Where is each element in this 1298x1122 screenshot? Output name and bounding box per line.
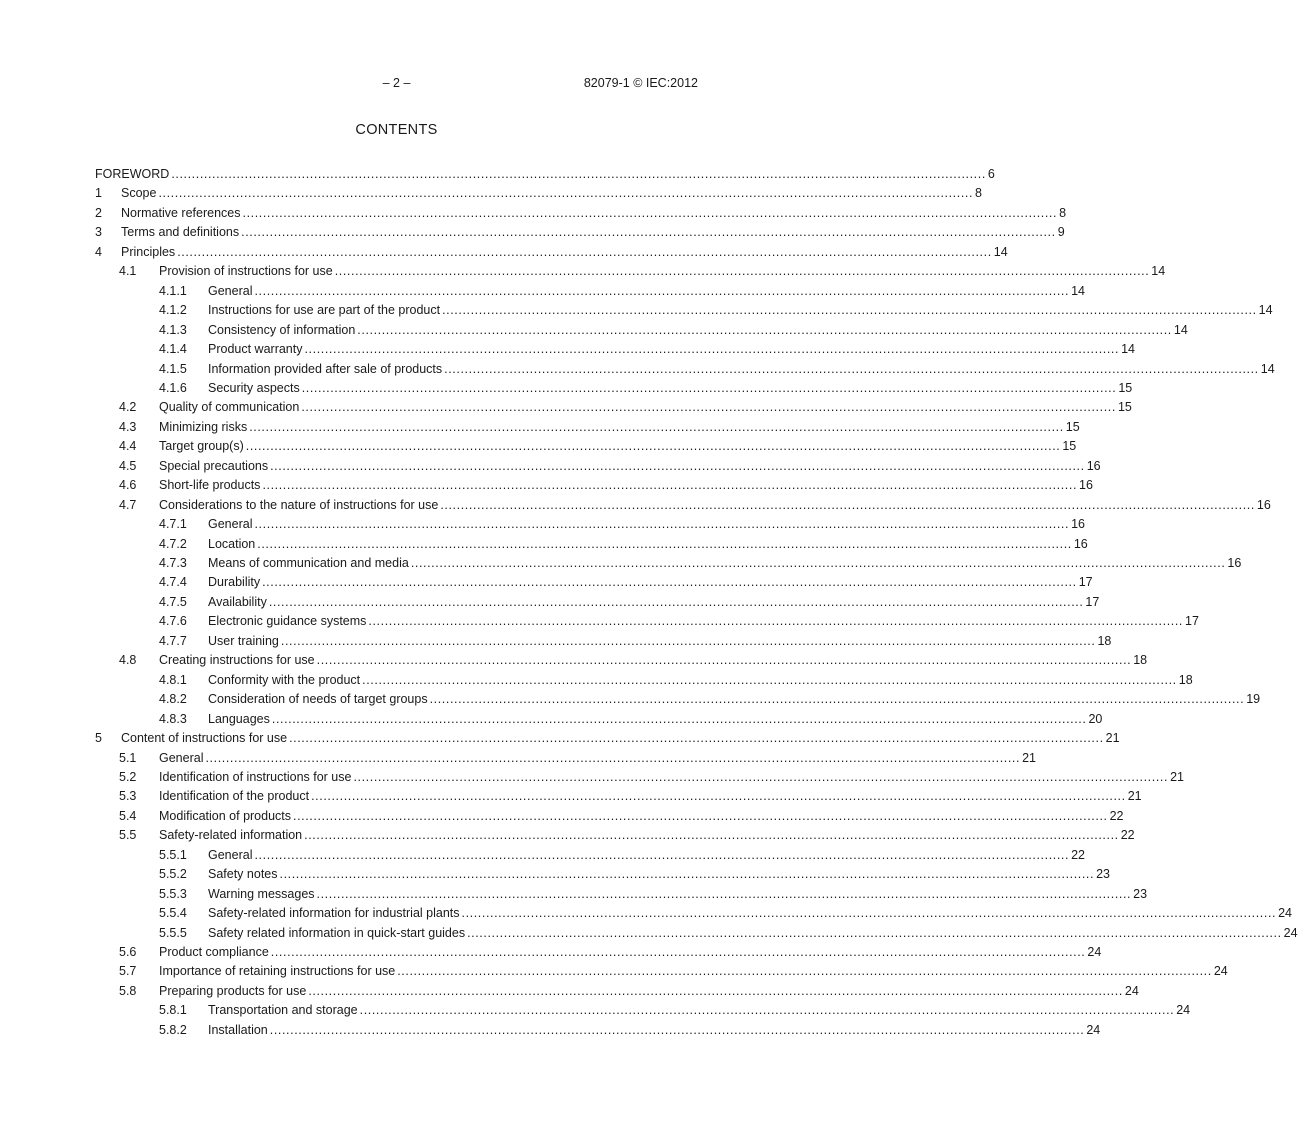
toc-entry-label-group [121,243,1008,262]
toc-entry-label-group [159,768,1184,787]
toc-entry-label: Consistency of information [208,322,356,337]
toc-entry[interactable] [0,865,1110,884]
toc-entry-label-group [159,826,1135,845]
toc-entry-number: 4.8 [119,653,137,668]
toc-entry-label-group [159,476,1093,495]
toc-entry-page: 16 [1079,478,1093,493]
toc-entry-label: Warning messages [208,886,315,901]
toc-entry[interactable] [0,554,1242,573]
toc-entry-label: Preparing products for use [159,983,307,998]
toc-entry-page: 23 [1096,867,1110,882]
toc-entry[interactable] [0,360,1275,379]
toc-entry-label-group [159,651,1148,670]
toc-entry-number: 5.7 [119,964,137,979]
toc-entry-number: 5.5.4 [159,906,187,921]
toc-entry-label-group [159,749,1036,768]
toc-entry[interactable] [0,826,1135,845]
toc-entry-number: 4 [95,244,102,259]
toc-entry[interactable] [0,749,1036,768]
toc-entry-number: 4.1.4 [159,342,187,357]
toc-entry-page: 16 [1086,458,1101,473]
dot-leader: ........................................................................................................................................................................................................ [254,283,1070,298]
toc-entry-page: 15 [1062,439,1077,454]
toc-entry[interactable] [0,243,1008,262]
toc-entry-page: 16 [1071,517,1085,532]
dot-leader: ........................................................................................................................................................................................................ [158,186,974,201]
toc-entry[interactable] [0,885,1148,904]
dot-leader: ........................................................................................................................................................................................................ [254,847,1070,862]
dot-leader: ........................................................................................................................................................................................................ [359,1003,1175,1018]
dot-leader: ........................................................................................................................................................................................................ [245,439,1061,454]
dot-leader: ........................................................................................................................................................................................................ [316,886,1132,901]
toc-entry-page: 14 [993,244,1008,259]
toc-entry[interactable] [0,515,1085,534]
toc-entry-label-group [208,904,1293,923]
document-id: 82079-1 © IEC:2012 [583,76,698,90]
toc-entry-page: 18 [1097,633,1112,648]
toc-entry-label: Safety-related information for industrial plants [208,906,460,921]
toc-entry-number: 5.5.3 [159,886,187,901]
toc-entry-label-group [208,360,1275,379]
toc-entry-page: 22 [1109,808,1124,823]
dot-leader: ........................................................................................................................................................................................................ [177,244,992,259]
toc-entry-label-group [208,340,1135,359]
toc-entry[interactable] [0,223,1065,242]
toc-entry-label-group [208,632,1112,651]
toc-entry-label: Languages [208,711,270,726]
dot-leader: ........................................................................................................................................................................................................ [171,167,986,181]
toc-entry-page: 14 [1258,303,1273,318]
toc-entry-page: 15 [1117,400,1132,415]
toc-entry-number: 3 [95,225,102,240]
toc-entry-label-group [159,418,1080,437]
toc-entry-number: 5.2 [119,769,137,784]
toc-entry-number: 4.2 [119,400,137,415]
toc-entry-label: Security aspects [208,380,300,395]
toc-entry-label: Importance of retaining instructions for use [159,964,396,979]
dot-leader: ........................................................................................................................................................................................................ [270,945,1086,959]
toc-entry-label: Conformity with the product [208,672,361,687]
toc-entry-label-group [121,223,1065,242]
toc-entry-page: 15 [1118,380,1133,395]
dot-leader: ........................................................................................................................................................................................................ [254,517,1070,532]
toc-entry[interactable] [0,924,1298,943]
dot-leader: ........................................................................................................................................................................................................ [442,303,1257,318]
toc-entry-label: Normative references [121,205,241,220]
dot-leader: ........................................................................................................................................................................................................ [304,342,1120,357]
toc-entry-number: 4.3 [119,419,137,434]
toc-entry-number: 4.7 [119,497,137,512]
toc-entry-label-group [208,690,1261,709]
toc-entry-number: 5.8.2 [159,1022,187,1037]
dot-leader: ........................................................................................................................................................................................................ [357,322,1172,337]
dot-leader: ........................................................................................................................................................................................................ [368,614,1183,629]
dot-leader: ........................................................................................................................................................................................................ [311,789,1126,804]
toc-entry-number: 4.5 [119,458,137,473]
toc-entry-label: User training [208,633,279,648]
toc-entry-page: 24 [1278,906,1293,921]
toc-entry-label: Instructions for use are part of the product [208,303,441,318]
toc-entry-label-group [159,262,1166,281]
dot-leader: ........................................................................................................................................................................................................ [293,808,1108,823]
toc-entry[interactable] [0,301,1273,320]
dot-leader: ........................................................................................................................................................................................................ [410,556,1226,570]
toc-entry-label-group [208,593,1100,612]
toc-entry-page: 22 [1120,828,1135,843]
toc-entry-number: 4.1 [119,264,137,279]
toc-entry[interactable] [0,457,1101,476]
dot-leader: ........................................................................................................................................................................................................ [334,264,1150,279]
toc-entry[interactable] [0,1021,1101,1040]
toc-entry-label-group [159,457,1101,476]
toc-entry-number: 4.7.1 [159,517,187,532]
toc-entry-label: Safety notes [208,867,278,882]
toc-entry-page: 24 [1213,964,1228,979]
toc-entry-number: 4.4 [119,439,137,454]
toc-entry-number: 5.8 [119,983,137,998]
toc-entry-label-group [159,437,1077,456]
toc-entry-number: 4.6 [119,478,137,493]
toc-entry-number: 4.1.2 [159,303,187,318]
toc-entry-page: 24 [1176,1003,1191,1018]
toc-entry[interactable] [0,184,982,203]
toc-entry[interactable] [0,807,1124,826]
dot-leader: ........................................................................................................................................................................................................ [301,380,1117,395]
toc-entry-page: 9 [1057,225,1065,240]
toc-entry-label: Location [208,536,256,551]
toc-entry-number: 4.8.2 [159,692,187,707]
toc-entry-number: 5.5.1 [159,847,187,862]
dot-leader: ........................................................................................................................................................................................................ [270,458,1085,473]
toc-entry-number: 5.5 [119,828,137,843]
toc-entry-label: Identification of instructions for use [159,769,352,784]
toc-entry-page: 6 [987,167,995,181]
toc-entry[interactable] [0,573,1093,592]
toc-entry-number: 2 [95,205,102,220]
page-title: CONTENTS [355,122,438,138]
toc-entry-number: 4.7.3 [159,556,187,570]
dot-leader: ........................................................................................................................................................................................................ [308,983,1123,998]
toc-entry-label-group [208,379,1133,398]
toc-entry-page: 22 [1071,847,1085,862]
toc-entry-page: 17 [1085,594,1100,609]
toc-entry-label: Modification of products [159,808,292,823]
toc-entry-page: 18 [1133,653,1148,668]
toc-entry[interactable] [0,612,1199,631]
dot-leader: ........................................................................................................................................................................................................ [301,400,1116,415]
dot-leader: ........................................................................................................................................................................................................ [242,205,1058,220]
toc-entry[interactable] [0,476,1093,495]
toc-entry-label: Identification of the product [159,789,310,804]
dot-leader: ........................................................................................................................................................................................................ [397,964,1212,979]
toc-entry-number: 5.1 [119,750,137,765]
toc-entry-label: Safety-related information [159,828,303,843]
toc-entry[interactable] [0,165,995,184]
toc-entry[interactable] [0,418,1080,437]
toc-entry-number: 5.4 [119,808,137,823]
toc-entry-number: 4.7.4 [159,575,187,590]
toc-entry-label: Durability [208,575,261,590]
dot-leader: ........................................................................................................................................................................................................ [362,672,1177,687]
toc-entry-label: Electronic guidance systems [208,614,367,629]
toc-entry-page: 14 [1121,342,1135,357]
toc-entry[interactable] [0,437,1077,456]
dot-leader: ........................................................................................................................................................................................................ [241,225,1056,240]
toc-entry[interactable] [0,321,1188,340]
toc-entry-label: Quality of communication [159,400,300,415]
toc-entry-number: 4.1.6 [159,380,187,395]
toc-entry-label-group [208,612,1199,631]
toc-entry-label-group [208,846,1085,865]
toc-entry-number: 5.8.1 [159,1003,187,1018]
dot-leader: ........................................................................................................................................................................................................ [262,478,1078,493]
toc-entry[interactable] [0,651,1148,670]
page-number: – 2 – [382,76,411,90]
toc-entry-label-group [208,885,1148,904]
toc-entry-label-group [208,535,1088,554]
toc-entry-label: General [208,283,253,298]
dot-leader: ........................................................................................................................................................................................................ [289,731,1104,746]
toc-entry-page: 24 [1283,925,1298,940]
toc-entry[interactable] [0,496,1271,515]
toc-entry-number: 4.8.3 [159,711,187,726]
toc-entry-page: 17 [1185,614,1199,629]
dot-leader: ........................................................................................................................................................................................................ [269,1022,1085,1037]
toc-entry[interactable] [0,904,1293,923]
toc-entry-label-group [159,962,1228,981]
toc-entry-label-group [159,807,1124,826]
toc-entry-number: 5.5.5 [159,925,187,940]
toc-entry-label: Product warranty [208,342,303,357]
toc-entry-label-group [121,729,1120,748]
dot-leader: ........................................................................................................................................................................................................ [262,575,1077,590]
toc-entry-label: Terms and definitions [121,225,240,240]
toc-entry-label: Provision of instructions for use [159,264,333,279]
toc-entry-number: 4.7.6 [159,614,187,629]
toc-entry-number: 4.7.5 [159,594,187,609]
toc-entry-page: 23 [1133,886,1148,901]
toc-entry-number: 4.1.1 [159,283,187,298]
toc-entry[interactable] [0,379,1133,398]
toc-entry[interactable] [0,535,1088,554]
dot-leader: ........................................................................................................................................................................................................ [316,653,1132,668]
toc-entry-label-group [208,554,1242,573]
toc-entry-page: 19 [1246,692,1261,707]
toc-entry-label-group [208,924,1298,943]
toc-entry-page: 21 [1170,769,1184,784]
toc-entry-label: General [159,750,204,765]
toc-entry-page: 21 [1127,789,1142,804]
dot-leader: ........................................................................................................................................................................................................ [353,769,1169,784]
toc-entry[interactable] [0,943,1102,962]
toc-entry-label-group [208,671,1193,690]
dot-leader: ........................................................................................................................................................................................................ [257,536,1072,551]
dot-leader: ........................................................................................................................................................................................................ [271,711,1087,726]
toc-entry-label: Information provided after sale of products [208,361,443,376]
toc-entry-page: 8 [975,186,982,201]
toc-entry-number: 4.1.3 [159,322,187,337]
toc-entry-label-group [159,398,1132,417]
toc-entry-page: 16 [1256,497,1271,512]
toc-entry-page: 16 [1073,536,1088,551]
dot-leader: ........................................................................................................................................................................................................ [440,497,1255,512]
dot-leader: ........................................................................................................................................................................................................ [467,925,1282,940]
toc-entry-page: 8 [1059,205,1067,220]
toc-entry[interactable] [0,593,1100,612]
toc-entry[interactable] [0,204,1067,223]
toc-entry-label: General [208,847,253,862]
toc-entry-page: 24 [1087,945,1102,959]
toc-entry[interactable] [0,398,1132,417]
toc-entry-number: 5.5.2 [159,867,187,882]
toc-entry-label-group [208,710,1103,729]
toc-entry[interactable] [0,710,1103,729]
toc-entry-label: General [208,517,253,532]
toc-entry-page: 20 [1088,711,1103,726]
toc-entry-page: 15 [1065,419,1080,434]
dot-leader: ........................................................................................................................................................................................................ [429,692,1245,707]
toc-entry-page: 17 [1078,575,1093,590]
toc-entry[interactable] [0,729,1120,748]
toc-entry-page: 14 [1151,264,1166,279]
dot-leader: ........................................................................................................................................................................................................ [304,828,1119,843]
toc-entry-label: Availability [208,594,267,609]
dot-leader: ........................................................................................................................................................................................................ [268,594,1084,609]
toc-entry-label: Creating instructions for use [159,653,315,668]
toc-entry-label: Considerations to the nature of instructions for use [159,497,439,512]
toc-entry-label: Product compliance [159,945,269,959]
toc-entry-label-group [208,1021,1101,1040]
toc-entry-label-group [208,321,1188,340]
toc-entry-label: Safety related information in quick-start guides [208,925,466,940]
toc-entry[interactable] [0,787,1142,806]
dot-leader: ........................................................................................................................................................................................................ [279,867,1095,882]
toc-entry-label-group [208,865,1110,884]
toc-entry[interactable] [0,768,1184,787]
toc-entry[interactable] [0,982,1139,1001]
toc-entry-label: Principles [121,244,176,259]
toc-entry-label-group [208,282,1085,301]
toc-entry[interactable] [0,846,1085,865]
toc-entry-page: 24 [1086,1022,1101,1037]
toc-entry[interactable] [0,262,1166,281]
toc-entry-number: 4.7.2 [159,536,187,551]
toc-entry-label: Short-life products [159,478,261,493]
toc-entry[interactable] [0,340,1135,359]
dot-leader: ........................................................................................................................................................................................................ [280,633,1096,648]
toc-entry-page: 14 [1173,322,1188,337]
toc-entry-label-group [121,204,1067,223]
toc-entry-label-group [208,573,1093,592]
toc-entry[interactable] [0,282,1085,301]
toc-entry-page: 18 [1178,672,1193,687]
toc-entry-label: Means of communication and media [208,556,409,570]
dot-leader: ........................................................................................................................................................................................................ [461,906,1277,921]
toc-entry-number: 4.8.1 [159,672,187,687]
toc-entry-label: Scope [121,186,157,201]
dot-leader: ........................................................................................................................................................................................................ [205,750,1021,765]
toc-entry-number: 4.7.7 [159,633,187,648]
toc-entry-page: 14 [1071,283,1085,298]
dot-leader: ........................................................................................................................................................................................................ [444,361,1259,376]
toc-entry-label-group [208,1001,1191,1020]
toc-entry[interactable] [0,962,1228,981]
toc-entry[interactable] [0,1001,1191,1020]
toc-entry-label-group [95,165,995,184]
toc-entry-label: Target group(s) [159,439,244,454]
toc-entry-page: 21 [1105,731,1120,746]
toc-entry-label: Minimizing risks [159,419,248,434]
toc-entry-label-group [159,787,1142,806]
toc-entry-page: 24 [1124,983,1139,998]
toc-entry-label-group [208,301,1273,320]
toc-entry-number: 5 [95,731,102,746]
toc-entry[interactable] [0,632,1112,651]
dot-leader: ........................................................................................................................................................................................................ [249,419,1064,434]
toc-entry-label: FOREWORD [95,167,170,181]
toc-entry-label-group [159,982,1139,1001]
toc-entry-label-group [121,184,982,203]
toc-entry-label: Transportation and storage [208,1003,358,1018]
toc-entry-page: 16 [1227,556,1242,570]
toc-entry-label: Content of instructions for use [121,731,288,746]
toc-entry-number: 5.6 [119,945,137,959]
toc-entry[interactable] [0,671,1193,690]
toc-entry-label-group [159,943,1102,962]
toc-entry-number: 1 [95,186,102,201]
toc-entry-label: Consideration of needs of target groups [208,692,428,707]
toc-entry-page: 14 [1260,361,1275,376]
toc-entry-label-group [208,515,1085,534]
toc-entry-page: 21 [1022,750,1036,765]
toc-entry-label: Special precautions [159,458,269,473]
toc-entry-label: Installation [208,1022,268,1037]
toc-entry-number: 5.3 [119,789,137,804]
toc-entry-number: 4.1.5 [159,361,187,376]
toc-entry[interactable] [0,690,1261,709]
toc-entry-label-group [159,496,1271,515]
